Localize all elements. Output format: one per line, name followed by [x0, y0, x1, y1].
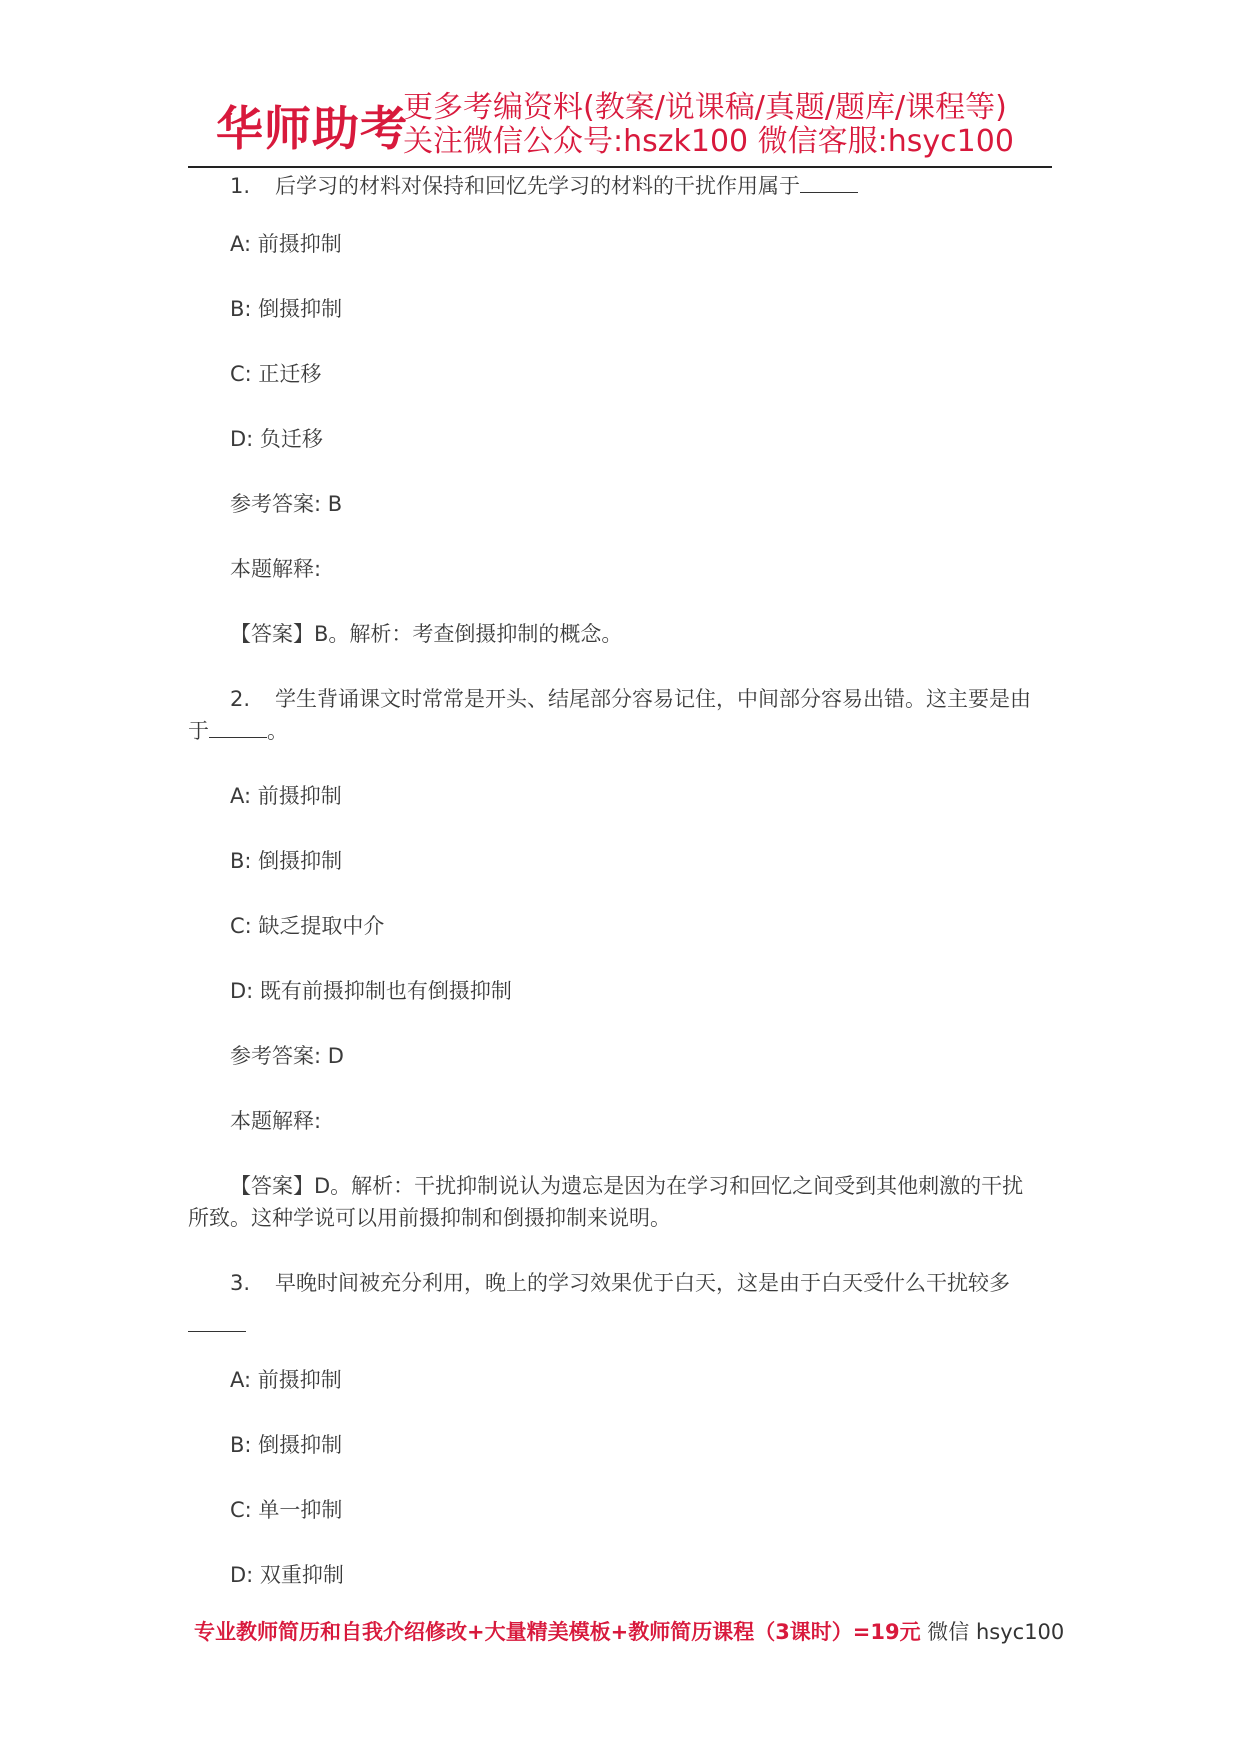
reference-answer: 参考答案: D	[230, 1044, 344, 1068]
question-stem	[188, 1267, 1094, 1299]
page-footer	[194, 1617, 1064, 1647]
brand-logo: 华师助考	[216, 102, 408, 157]
question-number: 1.	[230, 174, 251, 198]
reference-answer: 参考答案: B	[230, 492, 343, 516]
explanation-text: 【答案】B。解析：考查倒摄抑制的概念。	[230, 622, 623, 646]
question-text-end: 。	[267, 719, 288, 743]
question-stem-continued	[188, 1299, 1052, 1332]
question-stem	[188, 170, 1094, 202]
answer-blank	[188, 1299, 246, 1332]
option-a: A: 前摄抑制	[230, 784, 342, 808]
footer-promo: 专业教师简历和自我介绍修改+大量精美模板+教师简历课程（3课时）=19元	[194, 1620, 921, 1644]
banner-line-1: 更多考编资料(教案/说课稿/真题/题库/课程等)	[403, 90, 1007, 125]
option-b: B: 倒摄抑制	[230, 1433, 343, 1457]
answer-blank	[209, 737, 267, 738]
option-a: A: 前摄抑制	[230, 1368, 342, 1392]
question-text: 学生背诵课文时常常是开头、结尾部分容易记住，中间部分容易出错。这主要是由	[275, 687, 1031, 711]
question-text: 早晚时间被充分利用，晚上的学习效果优于白天，这是由于白天受什么干扰较多	[275, 1271, 1010, 1295]
answer-blank	[800, 192, 858, 193]
question-number: 2.	[230, 687, 251, 711]
header-rule	[188, 166, 1052, 168]
footer-contact: 微信 hsyc100	[920, 1620, 1065, 1644]
option-c: C: 单一抑制	[230, 1498, 343, 1522]
option-a: A: 前摄抑制	[230, 232, 342, 256]
option-b: B: 倒摄抑制	[230, 297, 343, 321]
option-d: D: 双重抑制	[230, 1563, 344, 1587]
option-d: D: 既有前摄抑制也有倒摄抑制	[230, 979, 512, 1003]
explanation-label: 本题解释:	[230, 557, 322, 581]
question-stem	[188, 683, 1094, 715]
question-number: 3.	[230, 1271, 251, 1295]
banner-line-2: 关注微信公众号:hszk100 微信客服:hsyc100	[403, 124, 1014, 159]
explanation-label: 本题解释:	[230, 1109, 322, 1133]
option-d: D: 负迁移	[230, 427, 323, 451]
option-c: C: 正迁移	[230, 362, 322, 386]
option-b: B: 倒摄抑制	[230, 849, 343, 873]
question-text-cont: 于	[188, 719, 209, 743]
explanation-text-cont: 所致。这种学说可以用前摄抑制和倒摄抑制来说明。	[188, 1206, 671, 1230]
explanation-text: 【答案】D。解析：干扰抑制说认为遗忘是因为在学习和回忆之间受到其他刺激的干扰	[230, 1174, 1024, 1198]
question-stem-continued	[188, 715, 1052, 747]
page-header	[188, 88, 1052, 166]
question-text: 后学习的材料对保持和回忆先学习的材料的干扰作用属于	[275, 174, 800, 198]
option-c: C: 缺乏提取中介	[230, 914, 385, 938]
